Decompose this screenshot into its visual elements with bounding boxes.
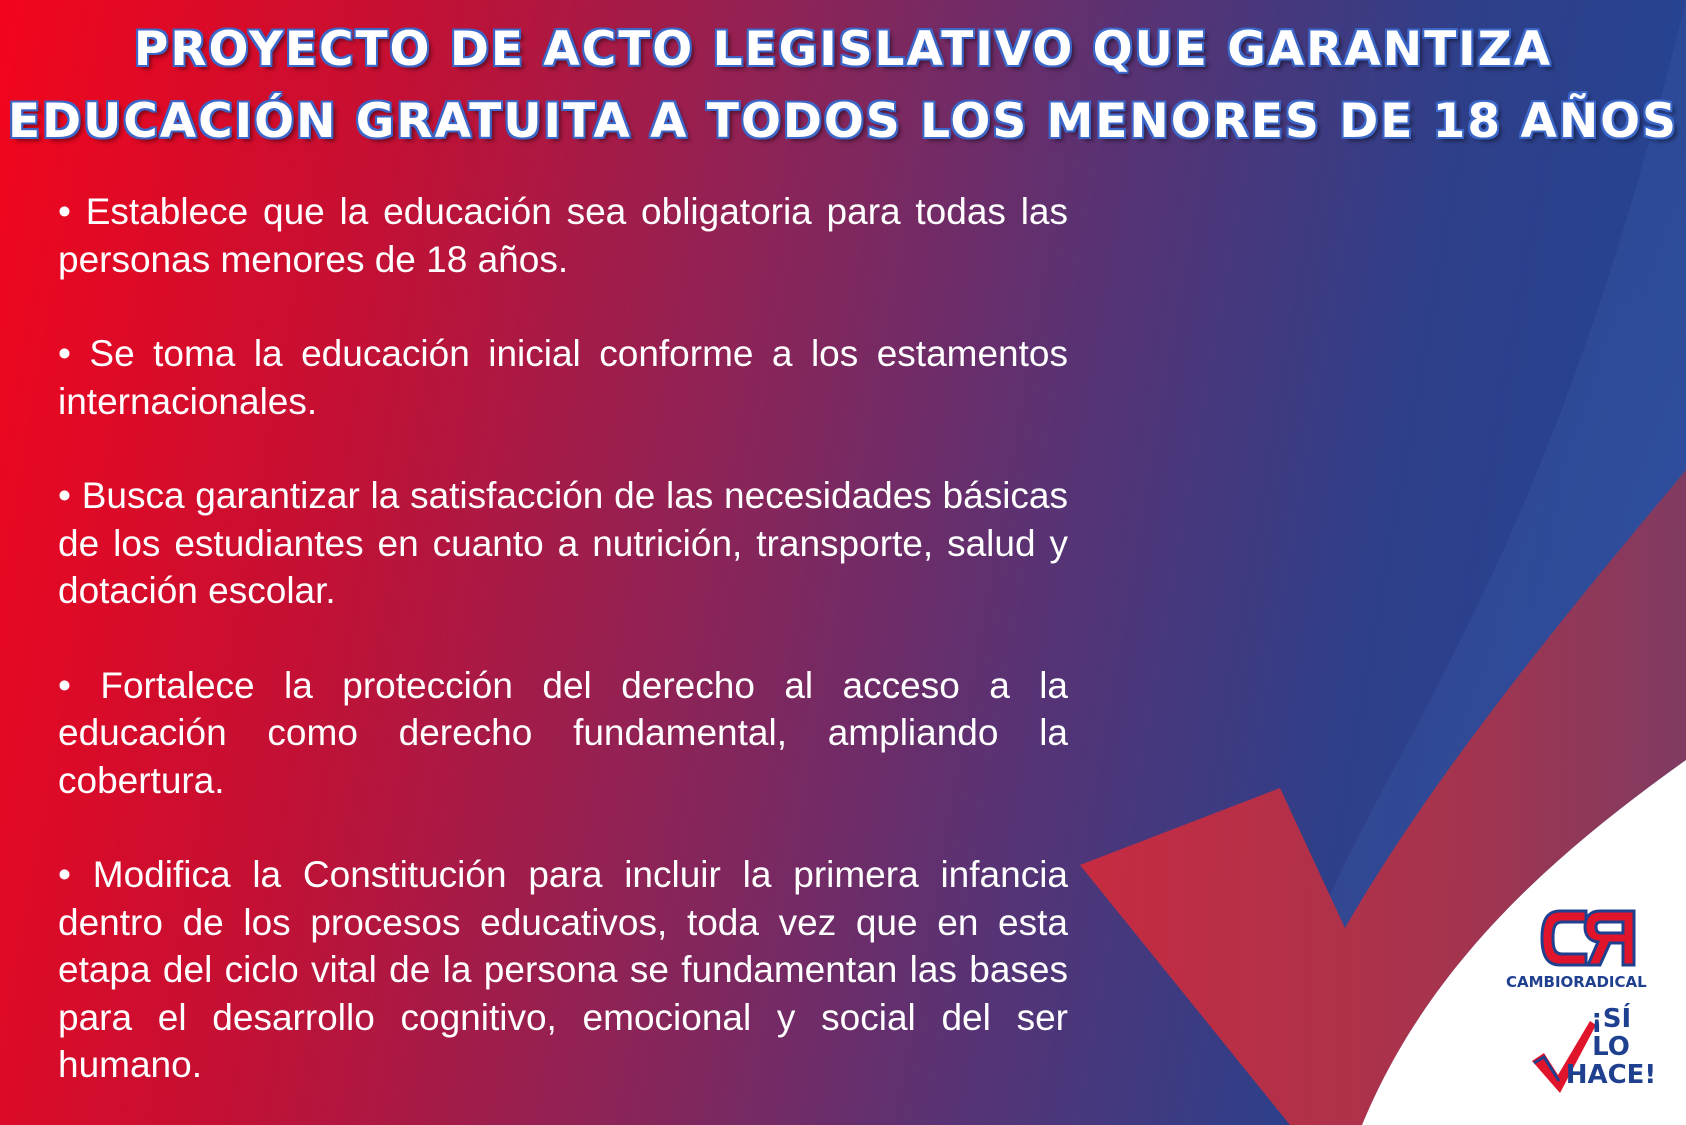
bullet-list xyxy=(58,188,1068,1125)
party-name: CAMBIORADICAL xyxy=(1506,973,1647,991)
bullet-item: • Fortalece la protección del derecho al acceso a la educación como derecho fundamental, ampliando la cobertura. xyxy=(58,664,1068,801)
bullet-item: • Busca garantizar la satisfacción de las necesidades básicas de los estudiantes en cuanto a nutrición, transporte, salud y dotación escolar. xyxy=(58,475,1068,611)
page-title xyxy=(0,14,1686,158)
title-line-1: PROYECTO DE ACTO LEGISLATIVO QUE GARANTIZA xyxy=(133,22,1553,77)
cr-monogram-icon xyxy=(1538,905,1640,971)
slogan-line-3: HACE! xyxy=(1565,1060,1657,1090)
bullet-item: • Modifica la Constitución para incluir la primera infancia dentro de los procesos educativos, toda vez que en esta etapa del ciclo vital de la persona se fundamentan las bases para el desarrollo cognitivo, emocional y social del ser humano. xyxy=(58,854,1068,1085)
bullet-item: • Establece que la educación sea obligatoria para todas las personas menores de 18 años. xyxy=(58,191,1068,280)
party-logo xyxy=(1498,905,1678,1105)
slogan xyxy=(1556,1005,1666,1089)
slogan-line-2: LO xyxy=(1592,1032,1630,1062)
bullet-item: • Se toma la educación inicial conforme a los estamentos internacionales. xyxy=(58,333,1068,422)
slogan-line-1: ¡SÍ xyxy=(1590,1004,1632,1034)
title-line-2: EDUCACIÓN GRATUITA A TODOS LOS MENORES DE 18 AÑOS xyxy=(8,94,1678,149)
